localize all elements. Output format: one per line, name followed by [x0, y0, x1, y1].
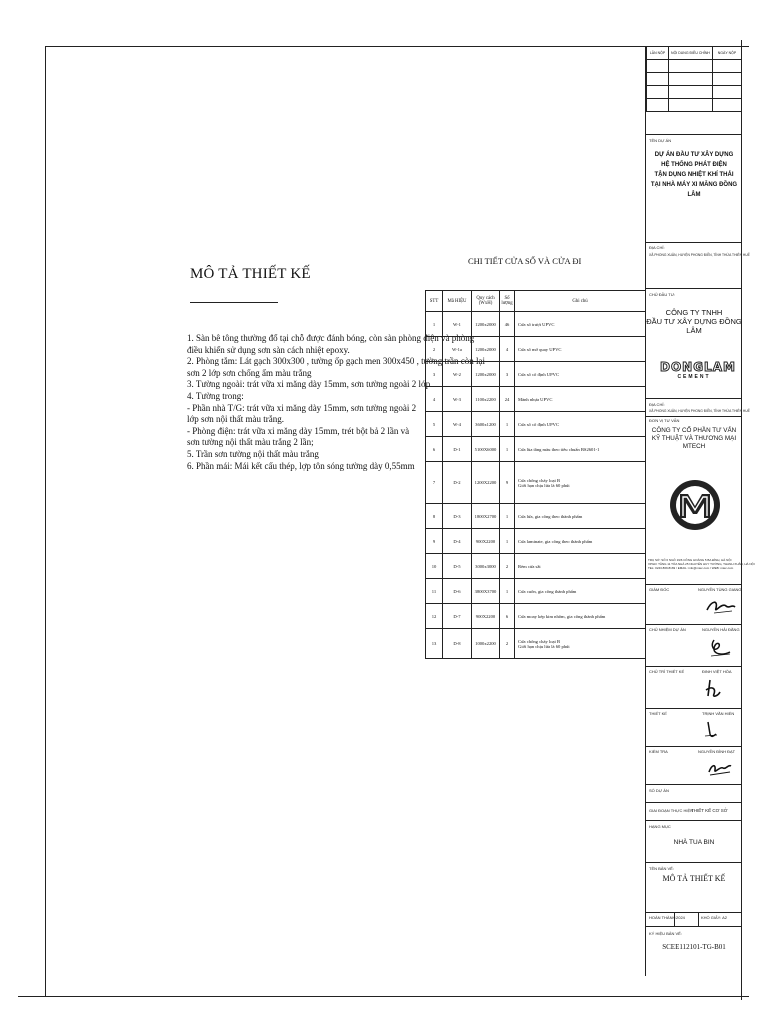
cell-code: D-8 [443, 629, 472, 659]
cell-code: W-4 [443, 412, 472, 437]
owner-address-label: ĐỊA CHỈ: [649, 402, 665, 407]
cell-note: Cửa lùa tầng màu theo tiêu chuẩn BS2601-1 [515, 437, 646, 462]
table-row [426, 312, 646, 337]
cell-qty: 4 [500, 337, 515, 362]
role-person: NGUYỄN TÙNG GIANG [698, 587, 742, 592]
cell-size: 1200X2200 [472, 462, 500, 504]
description-title: MÔ TẢ THIẾT KẾ [190, 266, 311, 282]
role-label: CHỦ TRÌ THIẾT KẾ [649, 669, 685, 674]
cell-size: 3800X3700 [472, 579, 500, 604]
revision-table [646, 46, 742, 124]
cell-code: D-2 [443, 462, 472, 504]
project-label: TÊN DỰ ÁN [649, 138, 672, 143]
table-row [426, 529, 646, 554]
cell-size: 1100x2200 [472, 387, 500, 412]
consultant-address-line: VPGD: TẦNG 11 TÒA NHÀ 25 NGUYỄN HUY TƯỞNG, THANH XUÂN, HÀ NỘI [648, 562, 755, 566]
desc-line: 3. Tường ngoài: trát vữa xi măng dày 15mm, sơn tường ngoài 2 lớp [187, 379, 431, 390]
drawing-name-label: TÊN BẢN VẼ: [649, 866, 674, 871]
column-header: STT [426, 291, 443, 312]
table-row [426, 362, 646, 387]
cell-code: D-7 [443, 604, 472, 629]
role-label: THIẾT KẾ [649, 711, 667, 716]
cell-note: Cửa số mở quay UPVC [515, 337, 646, 362]
cell-stt: 10 [426, 554, 443, 579]
cell-note: Cửa laminate, gia công theo thành phẩm [515, 529, 646, 554]
project-name [646, 150, 742, 200]
cell-size: 1200x2000 [472, 312, 500, 337]
cell-qty: 9 [500, 462, 515, 504]
role-person: NGUYỄN HẢI ĐĂNG [702, 627, 740, 632]
project-line: DỰ ÁN ĐẦU TƯ XÂY DỰNG [654, 152, 734, 158]
cell-stt: 6 [426, 437, 443, 462]
donglam-logo [660, 360, 736, 386]
cell-size: 1000x2200 [472, 629, 500, 659]
mtech-logo [668, 478, 722, 532]
title-block [645, 46, 755, 976]
desc-line: sơn 2 lớp sơn chống ẩm màu trắng [187, 367, 312, 378]
signature-icon [704, 596, 738, 618]
cell-size: 900X2200 [472, 604, 500, 629]
cell-note: Cửa chống cháy loại B Giới hạn chịu lửa là 60 phút [515, 462, 646, 504]
cell-note: Cửa lửa, gia công theo thành phẩm [515, 504, 646, 529]
consultant-address-line: TRỤ SỞ: SỐ 6 NGÕ 19/6 CÔNG HOÀNG 5 BA ĐÌNH, HÀ NỘI [648, 558, 732, 562]
column-header: Ghi chú [515, 291, 646, 312]
cell-qty: 2 [500, 629, 515, 659]
code-label: KÝ HIỆU BẢN VẼ: [649, 931, 682, 936]
sheet-bottom-line [18, 996, 749, 997]
cell-note: Cửa chống cháy loại B Giới hạn chịu lửa là 60 phút [515, 629, 646, 659]
table-row [426, 437, 646, 462]
cell-size: 5100X6000 [472, 437, 500, 462]
signature-icon [702, 720, 720, 740]
table-row [426, 604, 646, 629]
desc-line: 4. Tường trong: [187, 390, 244, 401]
owner-label: CHỦ ĐẦU TƯ: [649, 292, 676, 297]
desc-line: lớp sơn nội thất màu trắng. [187, 414, 285, 425]
drawing-name: MÔ TẢ THIẾT KẾ [662, 874, 726, 883]
completed-label: HOÀN THÀNH: [649, 915, 677, 920]
phase-label: GIAI ĐOẠN THỰC HIỆN [649, 808, 694, 813]
cell-qty: 1 [500, 504, 515, 529]
cell-qty: 6 [500, 604, 515, 629]
cell-code: W-3 [443, 387, 472, 412]
cell-code: D-5 [443, 554, 472, 579]
table-row [426, 629, 646, 659]
cell-code: D-1 [443, 437, 472, 462]
cell-note: Cửa moay kép kim nhôm, gia công thành phẩm [515, 604, 646, 629]
cell-qty: 1 [500, 529, 515, 554]
cell-note: Mành nhựa UPVC [515, 387, 646, 412]
cell-qty: 1 [500, 437, 515, 462]
cell-stt: 9 [426, 529, 443, 554]
owner-line: ĐẦU TƯ XÂY DỰNG ĐỒNG LÂM [646, 317, 742, 335]
cell-code: D-3 [443, 504, 472, 529]
cell-stt: 3 [426, 362, 443, 387]
owner-name [646, 308, 742, 335]
cell-code: W-1a [443, 337, 472, 362]
drawing-code: SCEE112101-TG-B01 [662, 943, 726, 951]
cell-stt: 4 [426, 387, 443, 412]
signature-icon [706, 758, 734, 778]
cell-size: 1200x2000 [472, 337, 500, 362]
door-table-title: CHI TIẾT CỬA SỔ VÀ CỬA ĐI [468, 256, 582, 266]
address-value: XÃ PHONG XUÂN, HUYỆN PHONG ĐIỀN, TỈNH THỪA THIÊN HUẾ [649, 253, 750, 257]
item-label: HẠNG MỤC [649, 824, 671, 829]
table-row [426, 462, 646, 504]
role-person: TRỊNH VĂN HIỂN [702, 711, 735, 716]
desc-line: điều khiển sử dụng sơn sàn cách nhiệt epoxy. [187, 344, 350, 355]
column-header: Quy cách (WxH) [472, 291, 500, 312]
cell-code: D-4 [443, 529, 472, 554]
project-no-label: SỐ DỰ ÁN [649, 788, 669, 793]
signature-icon [708, 636, 734, 660]
desc-line: sơn tường nội thất màu trắng 2 lần; [187, 437, 314, 448]
cell-note: Cửa số trượt UPVC [515, 312, 646, 337]
consultant-line: KỸ THUẬT VÀ THƯƠNG MẠI MTECH [651, 435, 737, 450]
cell-stt: 1 [426, 312, 443, 337]
logo-subtext: CEMENT [677, 374, 711, 380]
role-label: CHỦ NHIỆM DỰ ÁN [649, 627, 686, 632]
role-label: GIÁM ĐỐC [649, 587, 670, 592]
project-line: TẠI NHÀ MÁY XI MĂNG ĐỒNG LÂM [650, 182, 738, 198]
door-table-body [426, 312, 646, 659]
cell-qty: 1 [500, 579, 515, 604]
address-label: ĐỊA CHỈ: [649, 245, 665, 250]
signature-icon [702, 678, 722, 700]
table-row [426, 504, 646, 529]
cell-size: 3600x1200 [472, 412, 500, 437]
role-person: NGUYỄN ĐÌNH ĐẠT [698, 749, 736, 754]
table-row [426, 554, 646, 579]
consultant-name [646, 427, 742, 451]
door-window-table [425, 290, 646, 659]
desc-line: 2. Phòng tắm: Lát gạch 300x300 , tường ốp gạch men 300x450 , tường trần còn lại [187, 356, 485, 367]
cell-qty: 2 [500, 554, 515, 579]
table-row [426, 412, 646, 437]
consultant-address [648, 558, 755, 570]
role-person: ĐINH VIỆT HÒA [702, 669, 732, 674]
title-underline [190, 302, 278, 303]
desc-line: - Phần nhà T/G: trát vữa xi măng dày 15mm, sơn tường ngoài 2 [187, 402, 417, 413]
owner-address-value: XÃ PHONG XUÂN, HUYỆN PHONG ĐIỀN, TỈNH THỪA THIÊN HUẾ [649, 409, 750, 413]
phase-value: THIẾT KẾ CƠ SỞ [691, 808, 728, 813]
desc-line: - Phòng điện: trát vữa xi măng dày 15mm, trét bột bả 2 lần và [187, 425, 410, 436]
cell-qty: 24 [500, 387, 515, 412]
cell-size: 1200x2000 [472, 362, 500, 387]
table-row [426, 579, 646, 604]
cell-stt: 2 [426, 337, 443, 362]
revision-header: NỘI DUNG ĐIỀU CHỈNH [669, 47, 713, 60]
paper-size: KHỔ GIẤY: A2 [701, 915, 728, 920]
desc-line: 5. Trần sơn tường nội thất màu trắng [187, 448, 319, 459]
cell-qty: 1 [500, 412, 515, 437]
cell-qty: 3 [500, 362, 515, 387]
cell-note: Cửa cuốn, gia công thành phẩm [515, 579, 646, 604]
consultant-line: CÔNG TY CỔ PHẦN TƯ VẤN [651, 427, 737, 434]
consultant-label: ĐƠN VỊ TƯ VẤN [649, 418, 680, 423]
logo-text: DONGLAM [660, 360, 736, 374]
owner-line: CÔNG TY TNHH [665, 308, 723, 317]
cell-stt: 13 [426, 629, 443, 659]
cell-size: 3000x3000 [472, 554, 500, 579]
revision-header: NGÀY NỘP [713, 47, 742, 60]
desc-line: 6. Phần mái: Mái kết cấu thép, lợp tôn sóng tường dày 0,55mm [187, 460, 415, 471]
cell-stt: 11 [426, 579, 443, 604]
cell-code: W-1 [443, 312, 472, 337]
cell-stt: 12 [426, 604, 443, 629]
column-header: Mã HIỆU [443, 291, 472, 312]
table-row [426, 387, 646, 412]
revision-header: LẦN NỘP [647, 47, 669, 60]
cell-size: 900X2200 [472, 529, 500, 554]
completed-value: 2024 [676, 915, 685, 920]
role-label: KIỂM TRA [649, 749, 668, 754]
cell-stt: 5 [426, 412, 443, 437]
table-row [426, 337, 646, 362]
cell-stt: 7 [426, 462, 443, 504]
cell-code: D-6 [443, 579, 472, 604]
project-line: TẬN DỤNG NHIỆT KHÍ THẢI [654, 172, 734, 178]
column-header: Số lượng [500, 291, 515, 312]
cell-qty: 46 [500, 312, 515, 337]
project-line: HỆ THỐNG PHÁT ĐIỆN [661, 162, 727, 168]
cell-note: Rèm cửa sắt [515, 554, 646, 579]
desc-line: 1. Sàn bê tông thường đổ tại chỗ được đánh bóng, còn sàn phòng điện và phòng [187, 333, 475, 343]
cell-stt: 8 [426, 504, 443, 529]
item-value: NHÀ TUA BIN [673, 839, 715, 846]
cell-size: 1800X2700 [472, 504, 500, 529]
cell-code: W-2 [443, 362, 472, 387]
cell-note: Cửa số cố định UPVC [515, 412, 646, 437]
cell-note: Cửa số cố định UPVC [515, 362, 646, 387]
consultant-address-line: TEL: 0243.869.8169 / EMAIL: info@mtec.com / WEB: mtec.com [648, 566, 734, 570]
